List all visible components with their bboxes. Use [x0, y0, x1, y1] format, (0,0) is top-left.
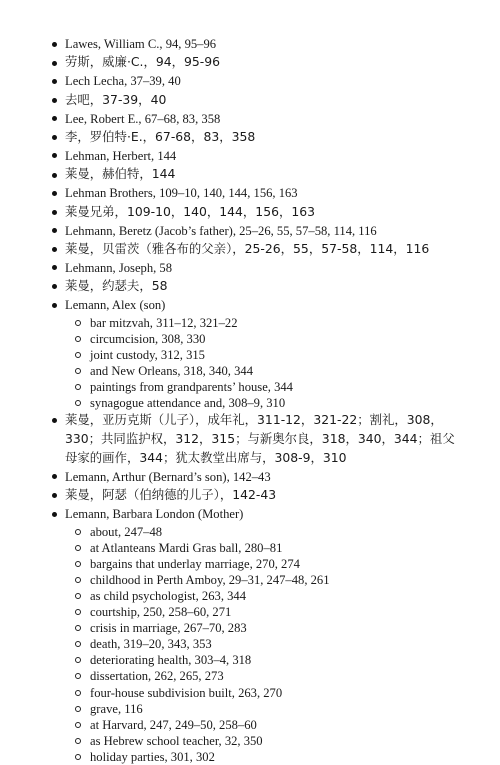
subentry-text: paintings from grandparents’ house, 344	[90, 379, 293, 394]
bullet-icon	[52, 61, 57, 66]
bullet-icon	[52, 284, 57, 289]
index-entry	[0, 505, 500, 765]
subentry	[0, 395, 460, 411]
bullet-icon	[52, 493, 57, 498]
entry-text: Lemann, Barbara London (Mother)	[65, 507, 244, 522]
circle-bullet-icon	[75, 690, 81, 696]
circle-bullet-icon	[75, 641, 81, 647]
subentry	[0, 701, 460, 717]
index-entry-chinese	[0, 165, 500, 184]
index-entry	[0, 72, 500, 90]
entry-text: Lemann, Arthur (Bernard’s son), 142–43	[65, 469, 271, 484]
bullet-icon	[52, 210, 57, 215]
subentry-text: at Harvard, 247, 249–50, 258–60	[90, 717, 257, 732]
subentry-text: death, 319–20, 343, 353	[90, 637, 212, 652]
entry-text: Lehman, Herbert, 144	[65, 148, 177, 163]
subentry-text: bar mitzvah, 311–12, 321–22	[90, 315, 238, 330]
subentry-text: grave, 116	[90, 701, 143, 716]
index-entry-chinese	[0, 277, 500, 296]
bullet-icon	[52, 474, 57, 479]
entry-text: 李，罗伯特·E.，67-68，83，358	[65, 129, 256, 145]
bullet-icon	[52, 303, 57, 308]
circle-bullet-icon	[75, 593, 81, 599]
subentry	[0, 717, 460, 733]
circle-bullet-icon	[75, 336, 81, 342]
subentry	[0, 652, 460, 668]
bullet-icon	[52, 247, 57, 252]
entry-text: 莱曼，亚历克斯（儿子），成年礼，311-12，321-22；割礼，308，330；共同监护权，312，315；与新奥尔良，318，340，344；祖父母家的画作，344；犹太教堂出席与，308-9，310	[65, 412, 455, 465]
circle-bullet-icon	[75, 657, 81, 663]
index-entry-chinese	[0, 486, 500, 505]
subentry-text: at Atlanteans Mardi Gras ball, 280–81	[90, 540, 283, 555]
entry-text: Lawes, William C., 94, 95–96	[65, 37, 217, 51]
subentry-list	[65, 524, 460, 765]
entry-text: 去吧，37-39，40	[65, 91, 167, 107]
entry-text: 劳斯，威廉·C.，94，95-96	[65, 54, 221, 70]
index-entry	[0, 184, 500, 202]
index-entry	[0, 35, 500, 53]
subentry-text: as child psychologist, 263, 344	[90, 588, 247, 603]
circle-bullet-icon	[75, 609, 81, 615]
circle-bullet-icon	[75, 577, 81, 583]
subentry	[0, 347, 460, 363]
index-entry	[0, 222, 500, 240]
circle-bullet-icon	[75, 738, 81, 744]
entry-text: Lee, Robert E., 67–68, 83, 358	[65, 111, 221, 126]
index-entry	[0, 147, 500, 165]
index-entry-chinese	[0, 240, 500, 259]
entry-text: 莱曼，贝雷茨（雅各布的父亲），25-26，55，57-58，114，116	[65, 240, 430, 256]
entry-text: 莱曼，赫伯特，144	[65, 166, 176, 182]
subentry-text: as Hebrew school teacher, 32, 350	[90, 733, 263, 748]
circle-bullet-icon	[75, 529, 81, 535]
entry-text: 莱曼，约瑟夫，58	[65, 278, 168, 294]
index-entry	[0, 468, 500, 486]
subentry-text: joint custody, 312, 315	[90, 347, 205, 362]
circle-bullet-icon	[75, 561, 81, 567]
subentry	[0, 524, 460, 540]
bullet-icon	[52, 512, 57, 517]
subentry-text: dissertation, 262, 265, 273	[90, 669, 224, 684]
entry-text: Lemann, Alex (son)	[65, 298, 166, 313]
bullet-icon	[52, 418, 57, 423]
index-entry-chinese	[0, 53, 500, 72]
subentry	[0, 572, 460, 588]
index-entry-chinese	[0, 91, 500, 110]
subentry	[0, 685, 460, 701]
bullet-icon	[52, 79, 57, 84]
subentry-text: crisis in marriage, 267–70, 283	[90, 621, 247, 636]
subentry	[0, 668, 460, 684]
subentry	[0, 556, 460, 572]
subentry	[0, 604, 460, 620]
index-entry	[0, 110, 500, 128]
entry-text: Lehman Brothers, 109–10, 140, 144, 156, 163	[65, 186, 298, 201]
index-entry-chinese	[0, 411, 500, 468]
bullet-icon	[52, 265, 57, 270]
subentry-text: holiday parties, 301, 302	[90, 749, 215, 764]
subentry-text: synagogue attendance and, 308–9, 310	[90, 396, 286, 411]
bullet-icon	[52, 228, 57, 233]
entry-text: Lehmann, Joseph, 58	[65, 260, 173, 275]
subentry-text: four-house subdivision built, 263, 270	[90, 685, 283, 700]
subentry	[0, 540, 460, 556]
bullet-icon	[52, 135, 57, 140]
bullet-icon	[52, 173, 57, 178]
index-entry-chinese	[0, 203, 500, 222]
circle-bullet-icon	[75, 320, 81, 326]
entry-text: 莱曼兄弟，109-10，140，144，156，163	[65, 203, 316, 219]
subentry-text: courtship, 250, 258–60, 271	[90, 605, 232, 620]
circle-bullet-icon	[75, 545, 81, 551]
bullet-icon	[52, 116, 57, 121]
subentry	[0, 379, 460, 395]
subentry-text: and New Orleans, 318, 340, 344	[90, 363, 253, 378]
index-entry-chinese	[0, 128, 500, 147]
subentry-text: about, 247–48	[90, 524, 163, 539]
subentry-list	[65, 315, 460, 412]
circle-bullet-icon	[75, 384, 81, 390]
subentry	[0, 733, 460, 749]
circle-bullet-icon	[75, 706, 81, 712]
circle-bullet-icon	[75, 368, 81, 374]
bullet-icon	[52, 42, 57, 47]
circle-bullet-icon	[75, 352, 81, 358]
subentry	[0, 588, 460, 604]
subentry	[0, 620, 460, 636]
index-list	[0, 35, 500, 765]
bullet-icon	[52, 98, 57, 103]
subentry-text: childhood in Perth Amboy, 29–31, 247–48, 261	[90, 572, 330, 587]
circle-bullet-icon	[75, 722, 81, 728]
subentry-text: circumcision, 308, 330	[90, 331, 206, 346]
subentry	[0, 636, 460, 652]
subentry	[0, 749, 460, 765]
circle-bullet-icon	[75, 673, 81, 679]
circle-bullet-icon	[75, 754, 81, 760]
entry-text: Lehmann, Beretz (Jacob’s father), 25–26, 55, 57–58, 114, 116	[65, 223, 377, 238]
subentry-text: bargains that underlay marriage, 270, 274	[90, 556, 300, 571]
subentry-text: deteriorating health, 303–4, 318	[90, 653, 252, 668]
subentry	[0, 363, 460, 379]
index-entry	[0, 259, 500, 277]
circle-bullet-icon	[75, 400, 81, 406]
bullet-icon	[52, 153, 57, 158]
subentry	[0, 331, 460, 347]
circle-bullet-icon	[75, 625, 81, 631]
bullet-icon	[52, 191, 57, 196]
entry-text: Lech Lecha, 37–39, 40	[65, 74, 181, 89]
entry-text: 莱曼，阿瑟（伯纳德的儿子），142-43	[65, 487, 277, 503]
subentry	[0, 315, 460, 331]
index-entry	[0, 296, 500, 411]
